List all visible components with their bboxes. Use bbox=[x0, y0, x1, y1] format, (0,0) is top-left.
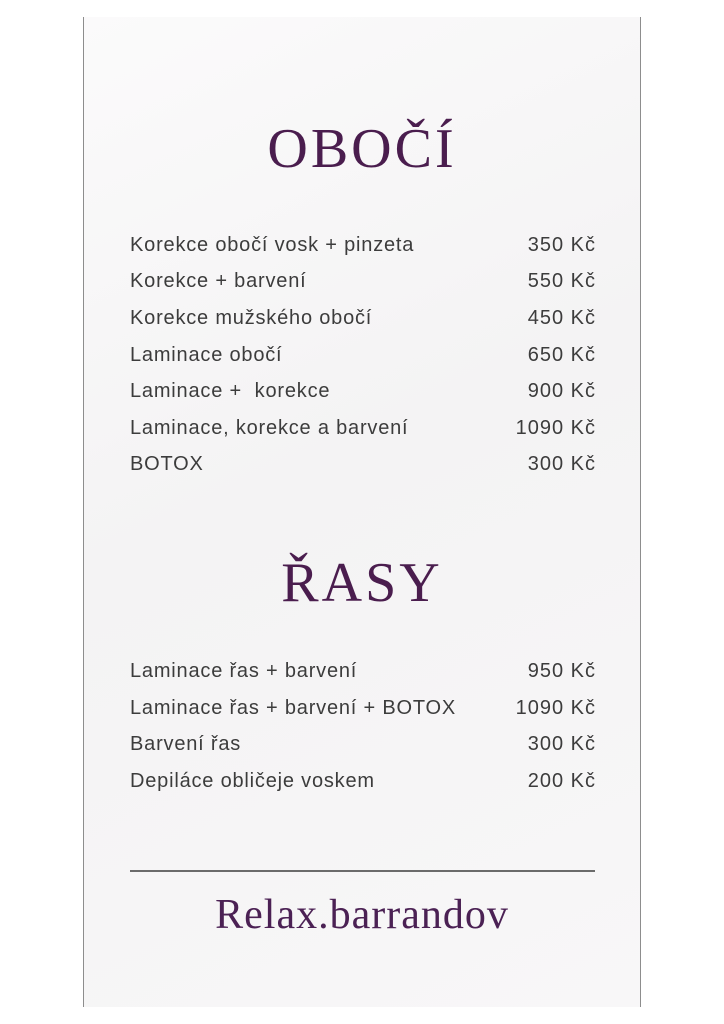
price-list-rasy bbox=[84, 653, 640, 799]
service-label: Laminace + korekce bbox=[130, 380, 331, 403]
price-list-row bbox=[84, 300, 640, 337]
price-list-row bbox=[84, 337, 640, 374]
price-list-row bbox=[84, 410, 640, 447]
price-list-row bbox=[84, 690, 640, 727]
service-price: 200 Kč bbox=[527, 769, 596, 792]
service-price: 1090 Kč bbox=[515, 416, 596, 439]
service-price: 1090 Kč bbox=[515, 696, 596, 719]
service-price: 950 Kč bbox=[527, 659, 596, 682]
service-label: Barvení řas bbox=[130, 733, 242, 756]
price-list-row bbox=[84, 653, 640, 690]
price-list-row bbox=[84, 447, 640, 484]
price-list-row bbox=[84, 763, 640, 800]
service-label: Korekce mužského obočí bbox=[130, 306, 373, 329]
price-list-row bbox=[84, 726, 640, 763]
service-price: 300 Kč bbox=[527, 733, 596, 756]
section-title-rasy: ŘASY bbox=[281, 552, 443, 615]
service-label: Depiláce obličeje voskem bbox=[130, 769, 375, 792]
service-label: BOTOX bbox=[130, 453, 204, 476]
service-label: Laminace řas + barvení bbox=[130, 659, 358, 682]
footer-divider bbox=[130, 870, 595, 872]
service-price: 550 Kč bbox=[527, 270, 596, 293]
service-label: Laminace řas + barvení + BOTOX bbox=[130, 696, 457, 719]
service-label: Korekce obočí vosk + pinzeta bbox=[130, 233, 415, 256]
price-list-row bbox=[84, 373, 640, 410]
service-price: 300 Kč bbox=[527, 453, 596, 476]
price-list-row bbox=[84, 227, 640, 264]
service-label: Laminace, korekce a barvení bbox=[130, 416, 409, 439]
service-label: Korekce + barvení bbox=[130, 270, 307, 293]
brand-name: Relax.barrandov bbox=[215, 891, 509, 938]
service-price: 900 Kč bbox=[527, 380, 596, 403]
section-title-oboci: OBOČÍ bbox=[267, 118, 457, 180]
service-label: Laminace obočí bbox=[130, 343, 283, 366]
service-price: 450 Kč bbox=[527, 306, 596, 329]
service-price: 350 Kč bbox=[527, 233, 596, 256]
price-list-oboci bbox=[84, 227, 640, 483]
price-list-row bbox=[84, 264, 640, 301]
service-price: 650 Kč bbox=[527, 343, 596, 366]
menu-card bbox=[83, 17, 641, 1007]
